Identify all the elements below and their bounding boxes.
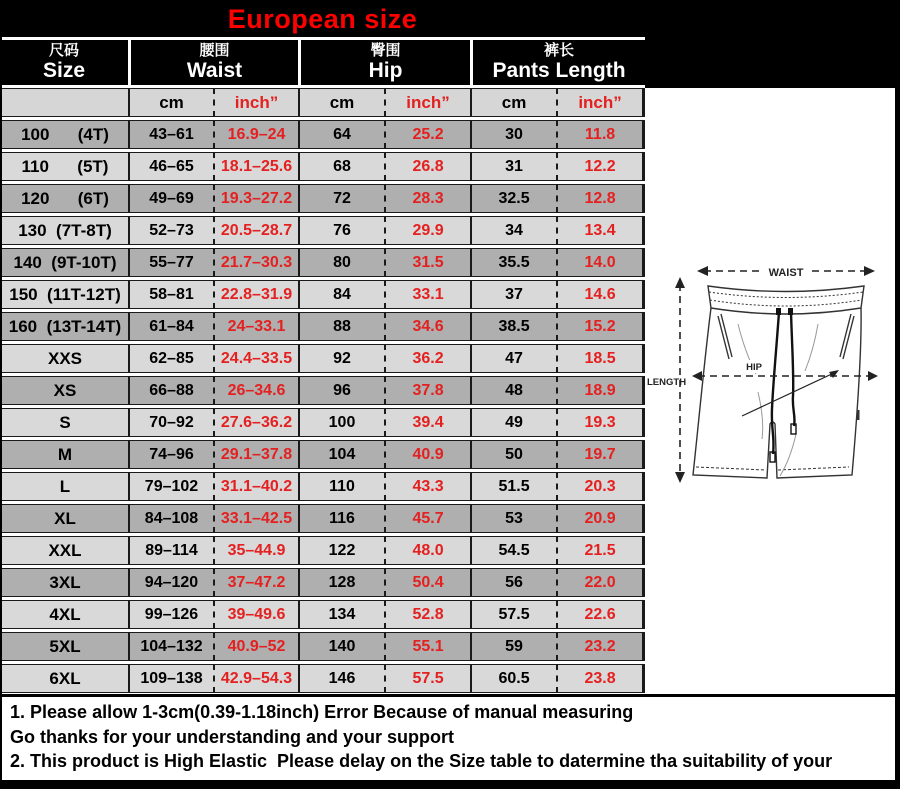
hip-measure-arrow (692, 360, 878, 381)
length-inch-cell: 23.2 (556, 632, 645, 661)
waist-cm-cell: 66–88 (128, 376, 213, 405)
length-inch-cell: 13.4 (556, 216, 645, 245)
waist-cm-cell: 70–92 (128, 408, 213, 437)
waist-inch-cell: 27.6–36.2 (213, 408, 298, 437)
pants-length-header-zh: 裤长 (544, 41, 575, 59)
length-inch-cell: 14.0 (556, 248, 645, 277)
length-cm-cell: 56 (470, 568, 556, 597)
hip-inch-cell: 40.9 (384, 440, 470, 469)
column-header-size (0, 40, 128, 85)
hip-inch-cell: 33.1 (384, 280, 470, 309)
table-row (0, 632, 645, 661)
hip-cm-cell: 92 (298, 344, 384, 373)
table-row (0, 536, 645, 565)
waist-inch-cell: 31.1–40.2 (213, 472, 298, 501)
length-inch-cell: 19.7 (556, 440, 645, 469)
table-row (0, 280, 645, 309)
length-inch-cell: 20.3 (556, 472, 645, 501)
size-cell: 120 (6T) (0, 184, 128, 213)
waist-cm-cell: 52–73 (128, 216, 213, 245)
note-line-3: 2. This product is High Elastic Please delay on the Size table to datermine tha suitability of your (10, 751, 833, 771)
waist-cm-cell: 89–114 (128, 536, 213, 565)
hip-inch-cell: 39.4 (384, 408, 470, 437)
size-cell: 3XL (0, 568, 128, 597)
table-row (0, 472, 645, 501)
hip-cm-cell: 88 (298, 312, 384, 341)
subheader-waist-inch: inch” (213, 88, 298, 117)
length-label: LENGTH (647, 377, 687, 388)
length-inch-cell: 21.5 (556, 536, 645, 565)
subheader-size-blank (0, 88, 128, 117)
hip-cm-cell: 76 (298, 216, 384, 245)
waist-inch-cell: 35–44.9 (213, 536, 298, 565)
column-header-waist (128, 40, 298, 85)
waist-inch-cell: 22.8–31.9 (213, 280, 298, 309)
waist-inch-cell: 18.1–25.6 (213, 152, 298, 181)
length-cm-cell: 32.5 (470, 184, 556, 213)
length-cm-cell: 54.5 (470, 536, 556, 565)
waist-cm-cell: 104–132 (128, 632, 213, 661)
length-inch-cell: 23.8 (556, 664, 645, 693)
table-row (0, 312, 645, 341)
hip-inch-cell: 43.3 (384, 472, 470, 501)
length-cm-cell: 48 (470, 376, 556, 405)
waist-cm-cell: 61–84 (128, 312, 213, 341)
right-border (895, 0, 900, 789)
hip-cm-cell: 96 (298, 376, 384, 405)
waistband-outline (708, 286, 864, 314)
length-cm-cell: 59 (470, 632, 556, 661)
note-line-1: 1. Please allow 1-3cm(0.39-1.18inch) Error Because of manual measuring (10, 702, 634, 722)
length-cm-cell: 47 (470, 344, 556, 373)
waist-cm-cell: 46–65 (128, 152, 213, 181)
length-cm-cell: 38.5 (470, 312, 556, 341)
left-pocket (718, 314, 732, 359)
hip-inch-cell: 48.0 (384, 536, 470, 565)
hip-cm-cell: 68 (298, 152, 384, 181)
length-cm-cell: 51.5 (470, 472, 556, 501)
hip-inch-cell: 29.9 (384, 216, 470, 245)
length-cm-cell: 35.5 (470, 248, 556, 277)
bottom-black-bar (0, 780, 900, 789)
hip-cm-cell: 116 (298, 504, 384, 533)
waist-inch-cell: 40.9–52 (213, 632, 298, 661)
table-row (0, 600, 645, 629)
shorts-measurement-diagram (646, 224, 898, 500)
hip-cm-cell: 140 (298, 632, 384, 661)
waist-inch-cell: 26–34.6 (213, 376, 298, 405)
column-header-hip (298, 40, 470, 85)
waist-cm-cell: 94–120 (128, 568, 213, 597)
hip-label: HIP (746, 362, 762, 373)
hip-cm-cell: 128 (298, 568, 384, 597)
column-header-pants-length (470, 40, 645, 85)
waist-cm-cell: 62–85 (128, 344, 213, 373)
length-inch-cell: 18.5 (556, 344, 645, 373)
table-row (0, 440, 645, 469)
waist-inch-cell: 24.4–33.5 (213, 344, 298, 373)
size-cell: XS (0, 376, 128, 405)
hip-inch-cell: 50.4 (384, 568, 470, 597)
size-cell: M (0, 440, 128, 469)
hip-inch-cell: 37.8 (384, 376, 470, 405)
length-inch-cell: 20.9 (556, 504, 645, 533)
hip-cm-cell: 80 (298, 248, 384, 277)
waist-inch-cell: 20.5–28.7 (213, 216, 298, 245)
hip-inch-cell: 25.2 (384, 120, 470, 149)
size-cell: 5XL (0, 632, 128, 661)
size-cell: 160 (13T-14T) (0, 312, 128, 341)
subheader-length-inch: inch” (556, 88, 645, 117)
waist-inch-cell: 39–49.6 (213, 600, 298, 629)
waist-cm-cell: 58–81 (128, 280, 213, 309)
length-inch-cell: 14.6 (556, 280, 645, 309)
hip-cm-cell: 110 (298, 472, 384, 501)
length-cm-cell: 31 (470, 152, 556, 181)
table-row (0, 568, 645, 597)
length-inch-cell: 15.2 (556, 312, 645, 341)
hip-inch-cell: 55.1 (384, 632, 470, 661)
hip-cm-cell: 146 (298, 664, 384, 693)
hip-cm-cell: 72 (298, 184, 384, 213)
table-row (0, 152, 645, 181)
shorts-line-drawing (646, 224, 898, 500)
length-inch-cell: 12.2 (556, 152, 645, 181)
footer-notes (0, 694, 895, 781)
length-cm-cell: 53 (470, 504, 556, 533)
hip-cm-cell: 104 (298, 440, 384, 469)
hip-inch-cell: 28.3 (384, 184, 470, 213)
size-cell: XXS (0, 344, 128, 373)
right-pocket (840, 314, 854, 359)
hip-inch-cell: 52.8 (384, 600, 470, 629)
page-title: European size (227, 4, 418, 34)
length-cm-cell: 34 (470, 216, 556, 245)
size-cell: XXL (0, 536, 128, 565)
hip-inch-cell: 45.7 (384, 504, 470, 533)
length-inch-cell: 11.8 (556, 120, 645, 149)
table-row (0, 344, 645, 373)
table-row (0, 184, 645, 213)
waist-cm-cell: 99–126 (128, 600, 213, 629)
table-row (0, 408, 645, 437)
table-row (0, 504, 645, 533)
size-cell: 4XL (0, 600, 128, 629)
waist-cm-cell: 55–77 (128, 248, 213, 277)
waist-inch-cell: 33.1–42.5 (213, 504, 298, 533)
waist-inch-cell: 16.9–24 (213, 120, 298, 149)
left-border (0, 0, 2, 789)
waist-cm-cell: 109–138 (128, 664, 213, 693)
waist-inch-cell: 19.3–27.2 (213, 184, 298, 213)
table-row (0, 216, 645, 245)
subheader-hip-cm: cm (298, 88, 384, 117)
table-row (0, 248, 645, 277)
waist-cm-cell: 49–69 (128, 184, 213, 213)
waist-header-zh: 腰围 (199, 41, 230, 59)
length-inch-cell: 18.9 (556, 376, 645, 405)
size-header-en: Size (42, 59, 86, 83)
hip-inch-cell: 57.5 (384, 664, 470, 693)
waist-inch-cell: 21.7–30.3 (213, 248, 298, 277)
hip-inch-cell: 31.5 (384, 248, 470, 277)
waist-cm-cell: 43–61 (128, 120, 213, 149)
length-cm-cell: 49 (470, 408, 556, 437)
hip-header-en: Hip (368, 59, 403, 83)
length-inch-cell: 22.6 (556, 600, 645, 629)
waist-inch-cell: 24–33.1 (213, 312, 298, 341)
waist-measure-arrow (697, 262, 875, 279)
table-subheader-row (0, 88, 645, 117)
hip-cm-cell: 134 (298, 600, 384, 629)
waist-header-en: Waist (186, 59, 243, 83)
length-cm-cell: 60.5 (470, 664, 556, 693)
diagonal-pointer-line (742, 372, 836, 416)
size-cell: S (0, 408, 128, 437)
waist-cm-cell: 79–102 (128, 472, 213, 501)
hip-cm-cell: 100 (298, 408, 384, 437)
size-cell: XL (0, 504, 128, 533)
table-row (0, 120, 645, 149)
size-cell: 130 (7T-8T) (0, 216, 128, 245)
length-cm-cell: 37 (470, 280, 556, 309)
table-header-row (0, 40, 645, 85)
length-measure-arrow (647, 277, 686, 483)
hip-cm-cell: 84 (298, 280, 384, 309)
size-cell: 150 (11T-12T) (0, 280, 128, 309)
hip-inch-cell: 34.6 (384, 312, 470, 341)
note-line-2: Go thanks for your understanding and your support (10, 726, 455, 747)
table-row (0, 664, 645, 693)
size-cell: 100 (4T) (0, 120, 128, 149)
length-cm-cell: 50 (470, 440, 556, 469)
length-cm-cell: 57.5 (470, 600, 556, 629)
hip-inch-cell: 26.8 (384, 152, 470, 181)
waist-label: WAIST (768, 267, 804, 279)
size-header-zh: 尺码 (48, 41, 79, 59)
size-cell: L (0, 472, 128, 501)
size-table-body (0, 120, 645, 693)
pants-length-header-en: Pants Length (492, 59, 626, 83)
length-cm-cell: 30 (470, 120, 556, 149)
size-cell: 110 (5T) (0, 152, 128, 181)
length-inch-cell: 12.8 (556, 184, 645, 213)
table-row (0, 376, 645, 405)
size-cell: 140 (9T-10T) (0, 248, 128, 277)
waist-inch-cell: 37–47.2 (213, 568, 298, 597)
hip-header-zh: 臀围 (370, 41, 401, 59)
subheader-waist-cm: cm (128, 88, 213, 117)
size-cell: 6XL (0, 664, 128, 693)
waist-inch-cell: 29.1–37.8 (213, 440, 298, 469)
hip-cm-cell: 64 (298, 120, 384, 149)
length-inch-cell: 22.0 (556, 568, 645, 597)
hip-inch-cell: 36.2 (384, 344, 470, 373)
waist-cm-cell: 74–96 (128, 440, 213, 469)
waist-cm-cell: 84–108 (128, 504, 213, 533)
length-inch-cell: 19.3 (556, 408, 645, 437)
size-table (0, 37, 645, 696)
hip-cm-cell: 122 (298, 536, 384, 565)
waist-inch-cell: 42.9–54.3 (213, 664, 298, 693)
subheader-length-cm: cm (470, 88, 556, 117)
subheader-hip-inch: inch” (384, 88, 470, 117)
